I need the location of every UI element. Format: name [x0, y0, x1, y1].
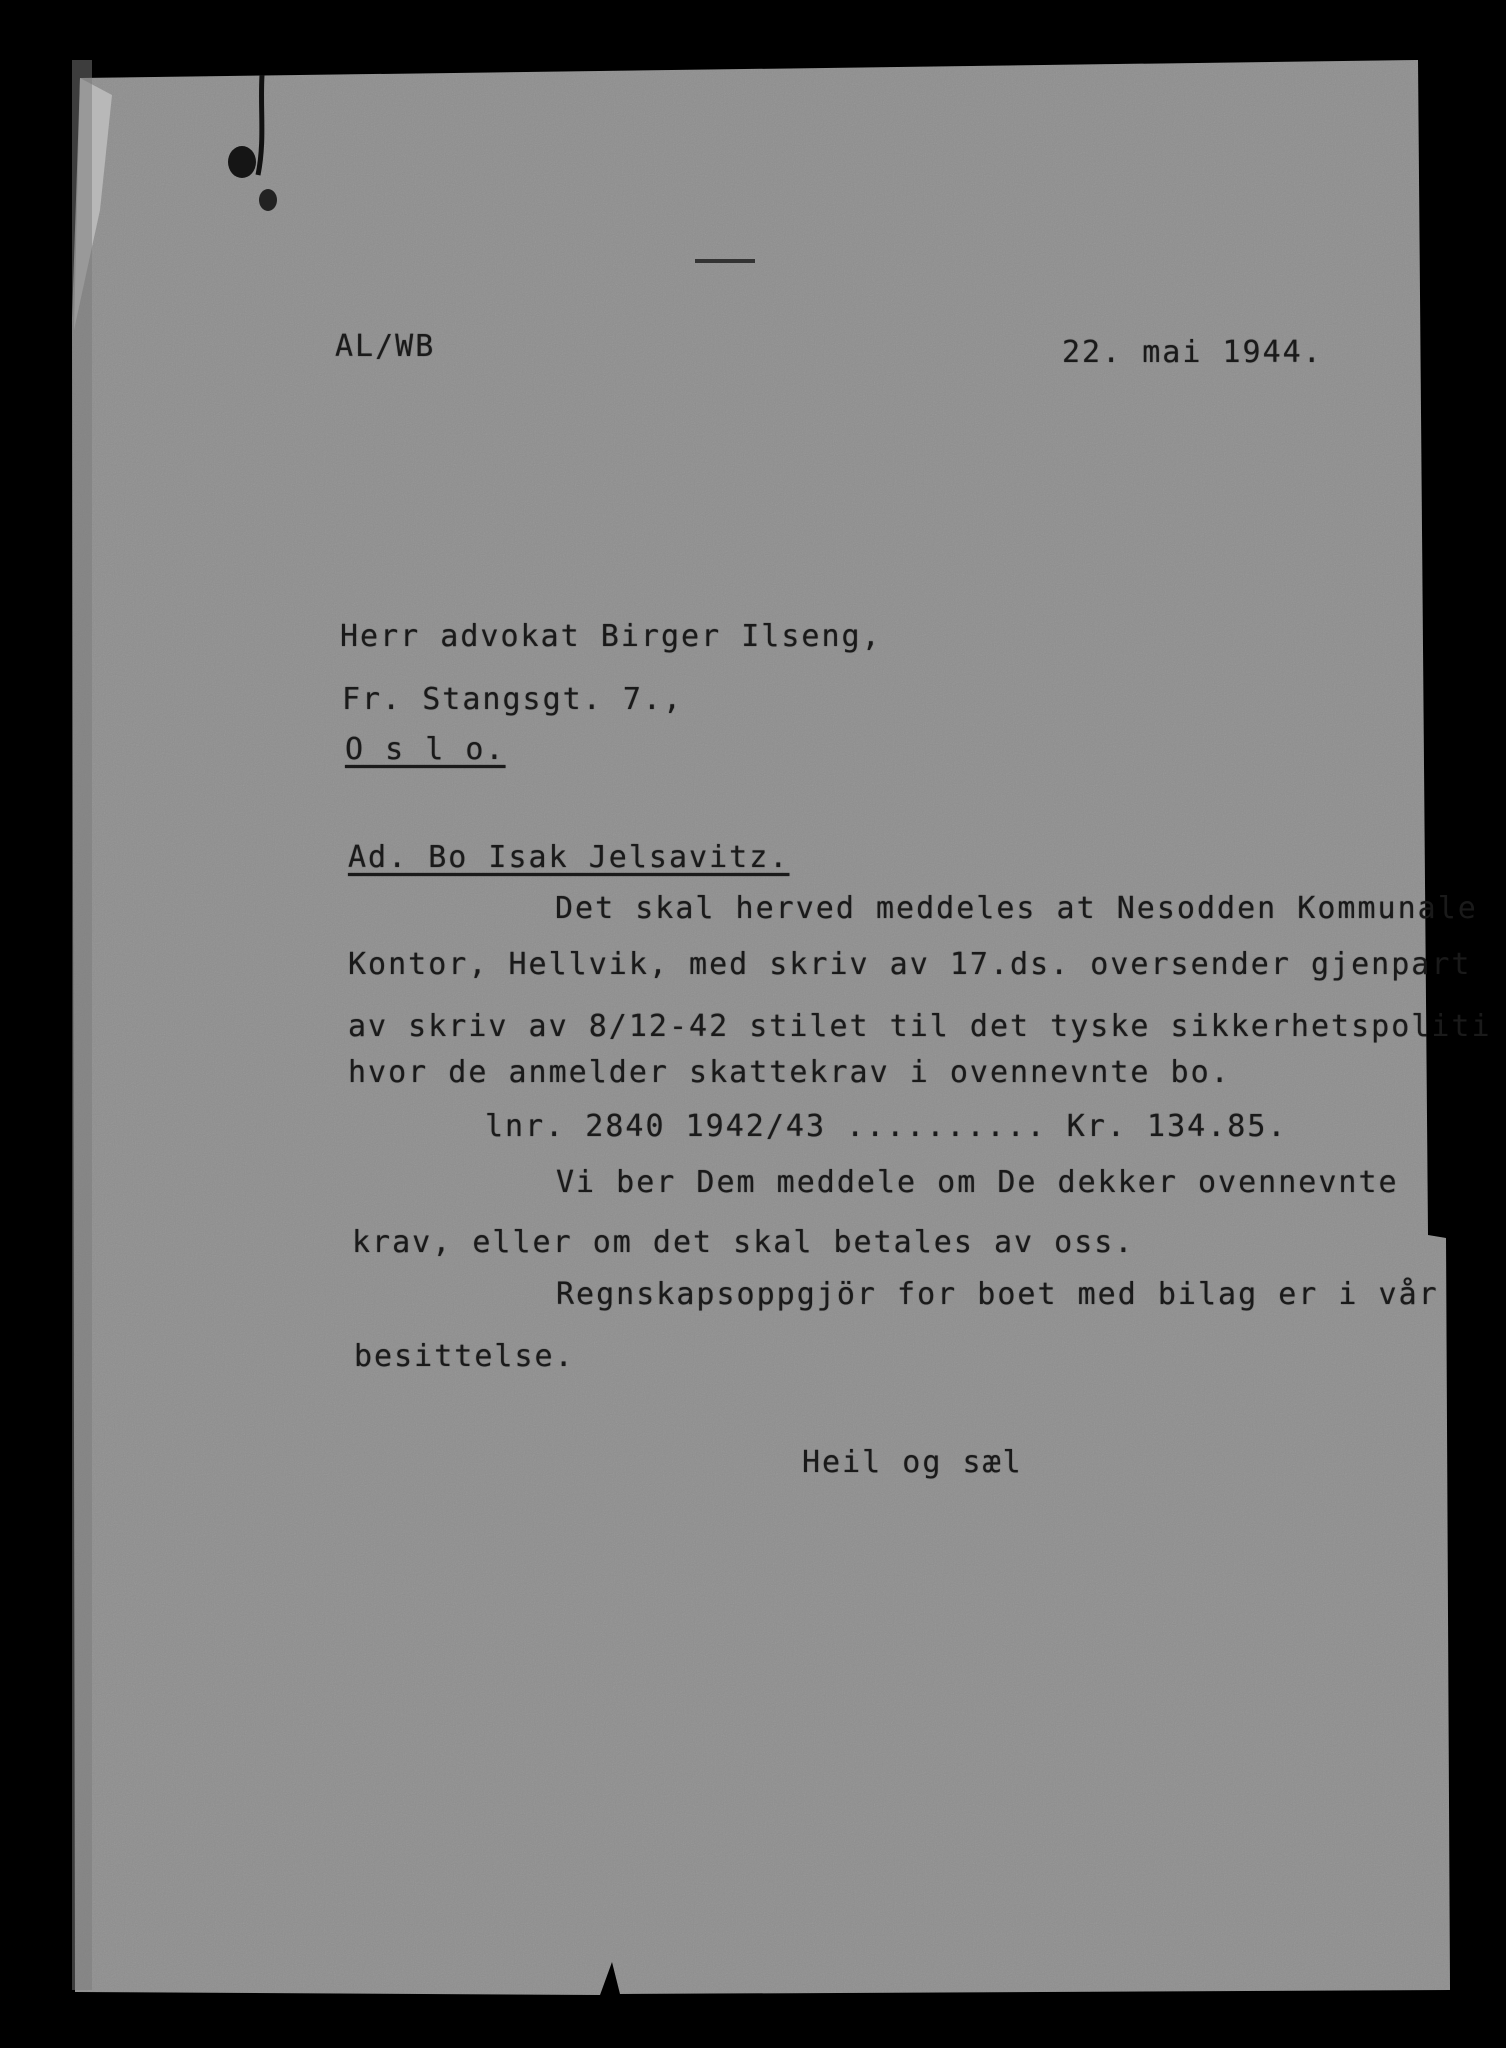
body-line-1: Det skal herved meddeles at Nesodden Kommunale: [555, 891, 1478, 926]
subject-line: Ad. Bo Isak Jelsavitz.: [348, 840, 790, 875]
tax-claim-line: lnr. 2840 1942/43 .......... Kr. 134.85.: [485, 1109, 1288, 1144]
recipient-street: Fr. Stangsgt. 7.,: [342, 682, 684, 717]
body-line-7: krav, eller om det skal betales av oss.: [352, 1225, 1135, 1260]
body-line-6: Vi ber Dem meddele om De dekker ovennevnte: [556, 1165, 1399, 1200]
letter-date: 22. mai 1944.: [1062, 335, 1323, 370]
binding-hole-mark: [210, 70, 280, 220]
ink-dash-mark: [695, 255, 765, 267]
recipient-name: Herr advokat Birger Ilseng,: [340, 619, 882, 654]
closing-salutation: Heil og sæl: [802, 1445, 1023, 1480]
body-line-9: besittelse.: [354, 1339, 575, 1374]
body-line-3: av skriv av 8/12-42 stilet til det tyske sikkerhetspoliti: [348, 1009, 1492, 1044]
recipient-city: O s l o.: [345, 732, 506, 767]
reference-code: AL/WB: [335, 329, 436, 364]
body-line-2: Kontor, Hellvik, med skriv av 17.ds. oversender gjenpart: [348, 947, 1472, 982]
body-line-8: Regnskapsoppgjör for boet med bilag er i vår: [556, 1277, 1439, 1312]
body-line-4: hvor de anmelder skattekrav i ovennevnte bo.: [348, 1055, 1231, 1090]
